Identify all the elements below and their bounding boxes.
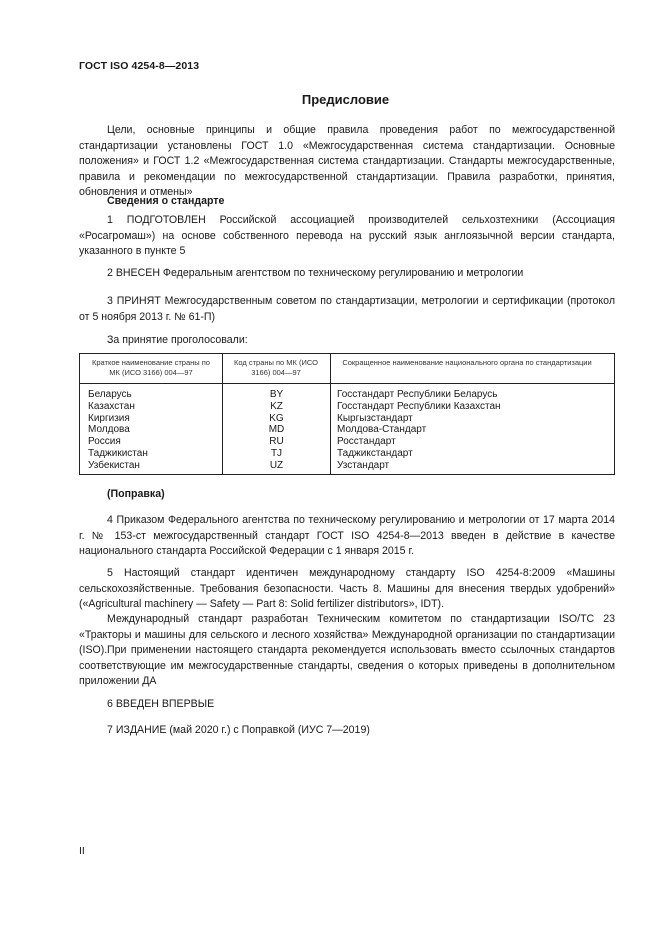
table-cell-body: Росстандарт xyxy=(337,436,396,448)
table-cell-code: KZ xyxy=(270,400,283,412)
table-header-divider xyxy=(80,383,614,384)
about-standard-heading: Сведения о стандарте xyxy=(107,195,225,207)
table-cell-country: Узбекистан xyxy=(88,459,140,471)
table-cell-code: RU xyxy=(269,436,284,448)
table-cell-country: Таджикистан xyxy=(88,447,148,459)
table-header-country: Краткое наименование страны по МК (ИСО 3166) 004—97 xyxy=(92,358,210,377)
amendment-label: (Поправка) xyxy=(107,488,165,500)
voted-label: За принятие проголосовали: xyxy=(107,334,248,346)
item-7-paragraph: 7 ИЗДАНИЕ (май 2020 г.) с Поправкой (ИУС 7—2019) xyxy=(107,724,370,736)
table-column-bodies xyxy=(337,389,501,472)
item-2-paragraph: 2 ВНЕСЕН Федеральным агентством по техническому регулированию и метрологии xyxy=(107,267,524,279)
table-cell-body: Молдова-Стандарт xyxy=(337,424,427,436)
item-5-references-paragraph: При применении настоящего стандарта рекомендуется использовать вместо ссылочных стандартов соответствующие им межгосударственные стандарты, сведения о которых приведены в дополнительном приложении ДА xyxy=(79,644,615,687)
table-cell-code: TJ xyxy=(270,447,283,459)
item-3-paragraph: 3 ПРИНЯТ Межгосударственным советом по стандартизации, метрологии и сертификации (протокол от 5 ноября 2013 г. № 61-П) xyxy=(79,295,615,323)
page-number: II xyxy=(79,845,85,857)
table-cell-country: Беларусь xyxy=(88,389,132,400)
table-cell-body: Госстандарт Республики Беларусь xyxy=(337,389,498,400)
table-cell-body: Кыргызстандарт xyxy=(337,412,413,424)
table-header-body: Сокращенное наименование национального органа по стандартизации xyxy=(342,358,592,367)
intro-paragraph: Цели, основные принципы и общие правила проведения работ по межгосударственной стандартизации установлены ГОСТ 1.0 «Межгосударственная система стандартизации. Основные положения» и ГОСТ 1.2 «Межгосударственная система стандартизации. Стандарты межгосударственные, правила и рекомендации по межгосударственной стандартизации. Правила разработки, принятия, обновления и отмены» xyxy=(79,124,615,198)
table-cell-country: Казахстан xyxy=(88,400,135,412)
table-cell-body: Госстандарт Республики Казахстан xyxy=(337,400,501,412)
page-title: Предисловие xyxy=(301,92,390,107)
item-4-paragraph: 4 Приказом Федерального агентства по техническому регулированию и метрологии от 17 марта 2014 г. № 153-ст межгосударственный стандарт ГОСТ ISO 4254-8—2013 введен в действие в качестве национального стандарта Российской Федерации с 1 января 2015 г. xyxy=(79,514,615,557)
table-cell-country: Киргизия xyxy=(88,412,130,424)
table-column-codes xyxy=(223,389,330,472)
countries-table xyxy=(79,353,615,475)
item-6-paragraph: 6 ВВЕДЕН ВПЕРВЫЕ xyxy=(107,698,215,710)
table-cell-code: KG xyxy=(269,412,284,424)
table-cell-body: Узстандарт xyxy=(337,459,390,471)
table-column-divider xyxy=(330,354,331,474)
table-cell-code: BY xyxy=(269,389,284,400)
table-cell-body: Таджикстандарт xyxy=(337,447,413,459)
table-cell-code: UZ xyxy=(269,459,284,471)
item-5-paragraph: 5 Настоящий стандарт идентичен международному стандарту ISO 4254-8:2009 «Машины сельскохозяйственные. Требования безопасности. Часть 8. Машины для внесения твердых удобрений» («Agricultural machinery — Safety — Part 8: Solid fertilizer distributors», IDT). xyxy=(79,567,615,610)
item-1-paragraph: 1 ПОДГОТОВЛЕН Российской ассоциацией производителей сельхозтехники (Ассоциация «Росагромаш») на основе собственного перевода на русский язык англоязычной версии стандарта, указанного в пункте 5 xyxy=(79,214,615,257)
table-cell-country: Молдова xyxy=(88,424,130,436)
standard-code-header: ГОСТ ISO 4254-8—2013 xyxy=(79,60,200,72)
table-cell-country: Россия xyxy=(88,436,121,448)
table-header-code: Код страны по МК (ИСО 3166) 004—97 xyxy=(234,358,318,377)
table-cell-code: MD xyxy=(268,424,285,436)
item-5-committee-paragraph: Международный стандарт разработан Техническим комитетом по стандартизации ISO/TC 23 «Тракторы и машины для сельского и лесного хозяйства» Международной организации по стандартизации (ISO). xyxy=(79,613,615,656)
table-column-countries xyxy=(88,389,148,472)
